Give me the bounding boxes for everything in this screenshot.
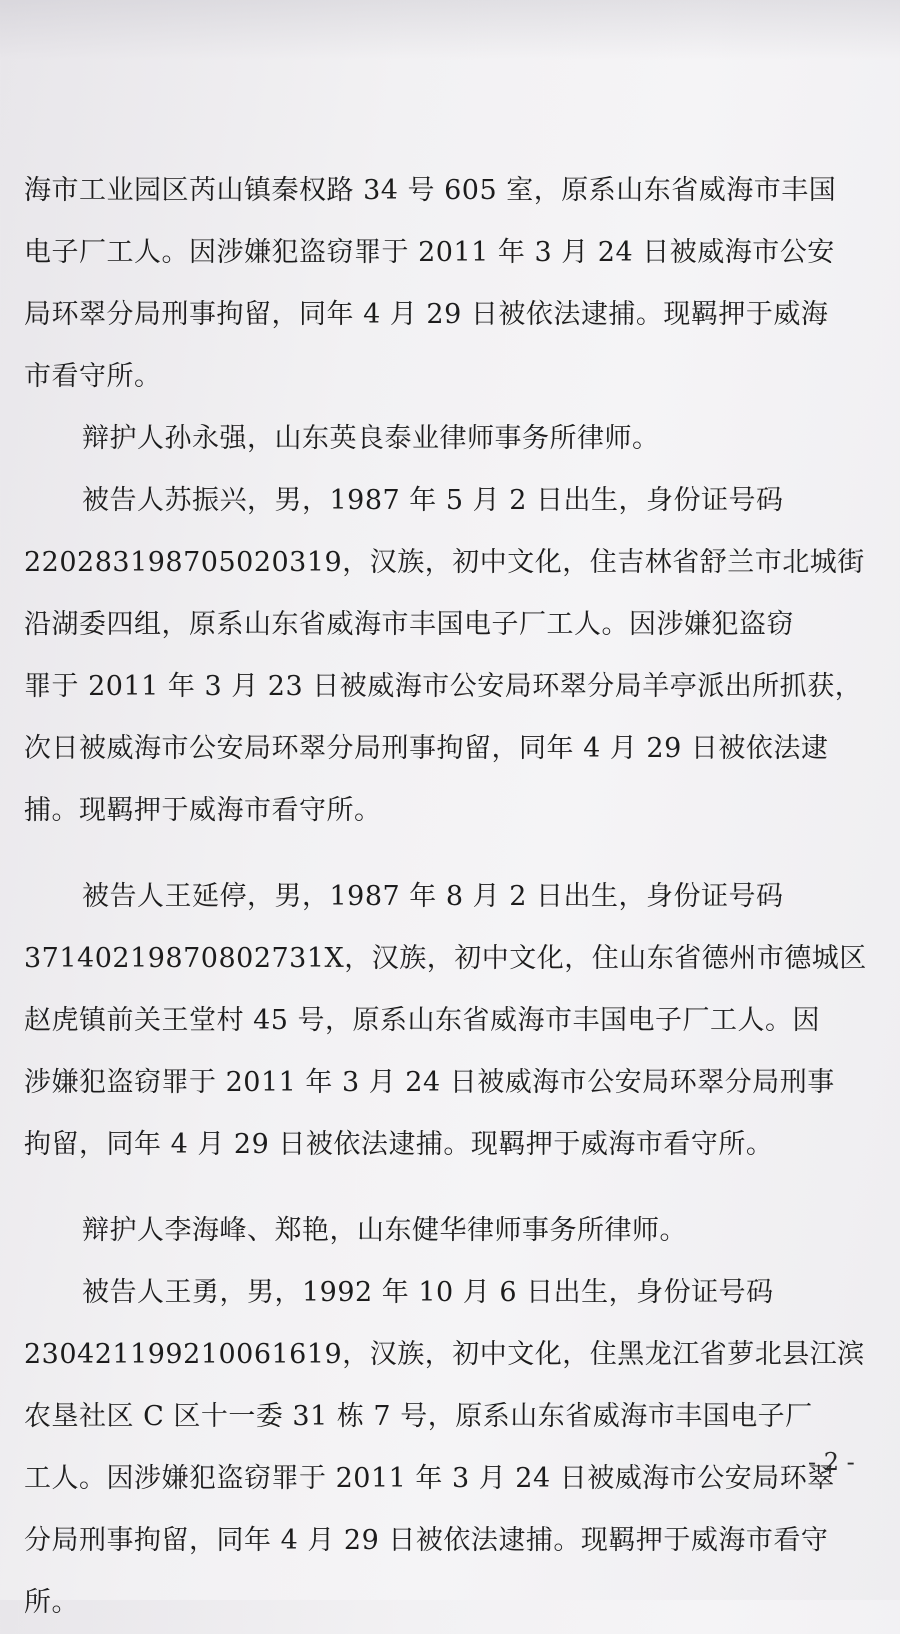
paragraph-defendant-wang-yong: 被告人王勇，男，1992 年 10 月 6 日出生，身份证号码 [82,1277,774,1308]
text-line: 罪于 2011 年 3 月 23 日被威海市公安局环翠分局羊亭派出所抓获， [24,671,863,702]
text-line: 230421199210061619，汉族，初中文化，住黑龙江省萝北县江滨 [24,1339,865,1370]
text-line: 37140219870802731X，汉族，初中文化，住山东省德州市德城区 [24,943,867,974]
text-line: 市看守所。 [24,361,162,392]
text-line: 分局刑事拘留，同年 4 月 29 日被依法逮捕。现羁押于威海市看守 [24,1525,829,1556]
text-line: 涉嫌犯盗窃罪于 2011 年 3 月 24 日被威海市公安局环翠分局刑事 [24,1067,835,1098]
paragraph-defender-sun: 辩护人孙永强，山东英良泰业律师事务所律师。 [82,423,660,454]
text-line: 工人。因涉嫌犯盗窃罪于 2011 年 3 月 24 日被威海市公安局环翠 [24,1463,835,1494]
paragraph-defendant-su: 被告人苏振兴，男，1987 年 5 月 2 日出生，身份证号码 [82,485,784,516]
text-line: 沿湖委四组，原系山东省威海市丰国电子厂工人。因涉嫌犯盗窃 [24,609,794,640]
text-line: 拘留，同年 4 月 29 日被依法逮捕。现羁押于威海市看守所。 [24,1129,774,1160]
text-line: 次日被威海市公安局环翠分局刑事拘留，同年 4 月 29 日被依法逮 [24,733,829,764]
text-line: 220283198705020319，汉族，初中文化，住吉林省舒兰市北城街 [24,547,865,578]
text-line: 海市工业园区芮山镇秦权路 34 号 605 室，原系山东省威海市丰国 [24,175,837,206]
paragraph-defenders-li-zheng: 辩护人李海峰、郑艳，山东健华律师事务所律师。 [82,1215,687,1246]
text-line: 局环翠分局刑事拘留，同年 4 月 29 日被依法逮捕。现羁押于威海 [24,299,829,330]
text-line: 电子厂工人。因涉嫌犯盗窃罪于 2011 年 3 月 24 日被威海市公安 [24,237,835,268]
page-number: - 2 - [808,1448,855,1476]
page-edge-shadow [0,0,900,60]
text-line: 捕。现羁押于威海市看守所。 [24,795,382,826]
text-line: 所。 [24,1587,79,1618]
text-line: 农垦社区 C 区十一委 31 栋 7 号，原系山东省威海市丰国电子厂 [24,1401,813,1432]
document-body [24,160,874,1634]
paragraph-defendant-wang-yanting: 被告人王延停，男，1987 年 8 月 2 日出生，身份证号码 [82,881,784,912]
text-line: 赵虎镇前关王堂村 45 号，原系山东省威海市丰国电子厂工人。因 [24,1005,821,1036]
